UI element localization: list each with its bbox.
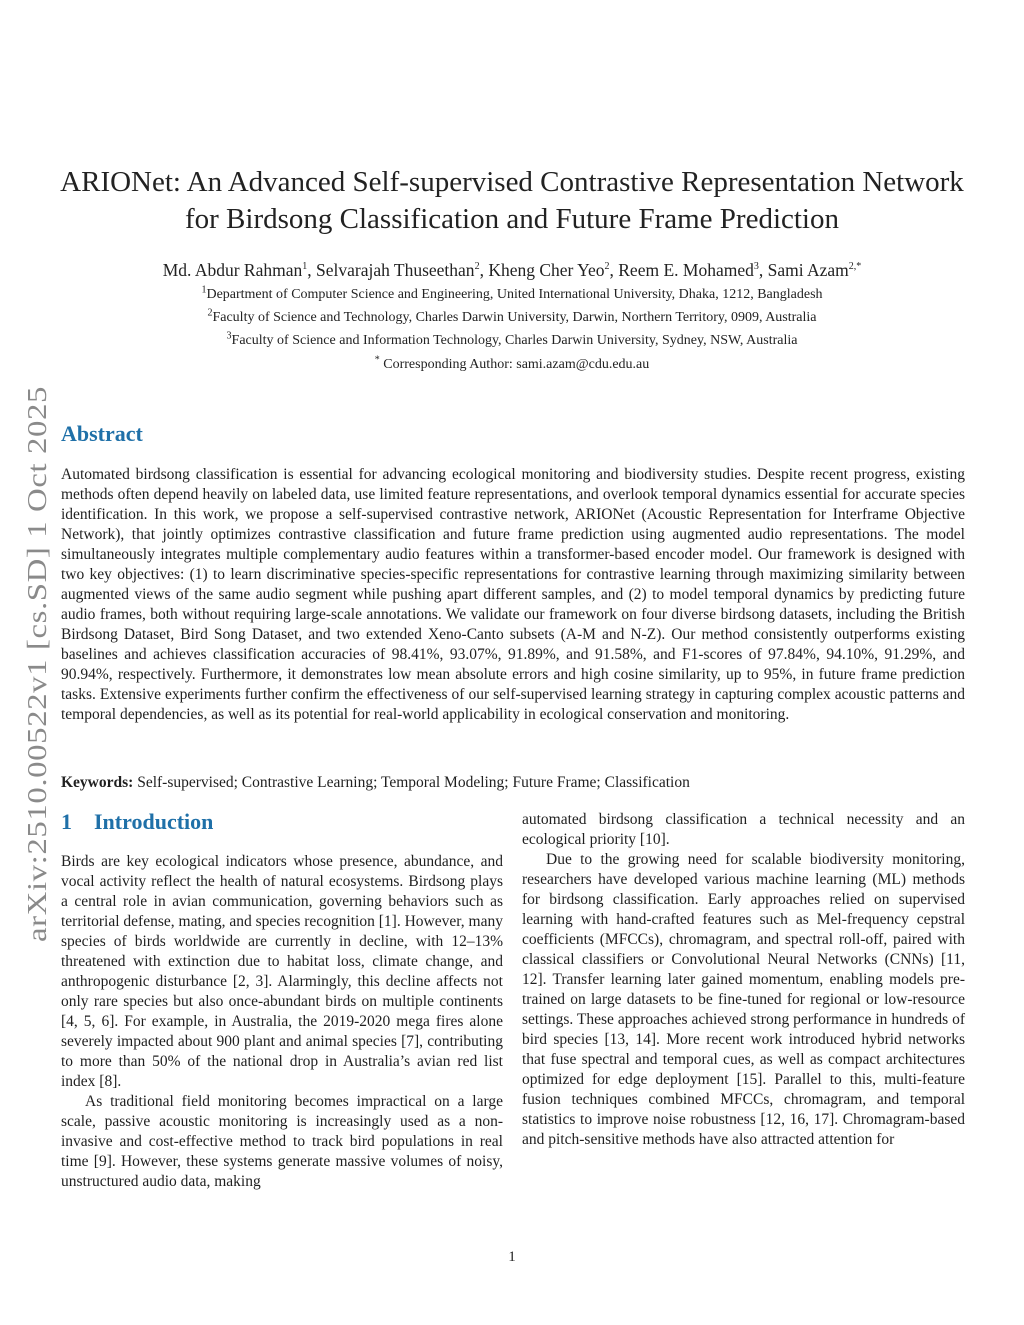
paragraph: automated birdsong classification a technical necessity and an ecological priority [10]. [522, 811, 965, 848]
arxiv-stamp-text: arXiv:2510.00522v1 [cs.SD] 1 Oct 2025 [22, 484, 52, 942]
affiliation-1: $^1$Department of Computer Science and Engineering, United International University, Dhaka, 1212, Bangladesh [201, 284, 823, 302]
affiliation-2: $^2$Faculty of Science and Technology, Charles Darwin University, Darwin, Northern Territory, 0909, Australia [207, 307, 817, 325]
section-title: Introduction [94, 809, 214, 834]
intro-right-column [522, 810, 965, 1150]
title-line-2: for Birdsong Classification and Future Frame Prediction [184, 203, 839, 235]
affiliation-3: $^3$Faculty of Science and Information Technology, Charles Darwin University, Sydney, NSW, Australia [226, 330, 798, 348]
section-number: 1 [61, 809, 72, 834]
intro-left-column [61, 852, 503, 1192]
arxiv-stamp [10, 382, 58, 946]
paragraph: Birds are key ecological indicators whose presence, abundance, and vocal activity reflect the health of natural ecosystems. Birdsong plays a central role in avian communication, governing behaviors such as territorial defense, mating, and species recognition [1]. However, many species of birds worldwide are currently in decline, with 12–13% threatened with extinction due to habitat loss, climate change, and anthropogenic disturbance [2, 3]. Alarmingly, this decline affects not only rare species but also once-abundant birds on multiple continents [4, 5, 6]. For example, in Australia, the 2019-2020 mega fires alone severely impacted about 900 plant and animal species [7], contributing to more than 50% of the national drop in Australia’s avian red list index [8]. [61, 853, 503, 1090]
paragraph: As traditional field monitoring becomes impractical on a large scale, passive acoustic monitoring is increasingly used as a non-invasive and cost-effective method to track bird populations in real time [9]. However, these systems generate massive volumes of noisy, unstructured audio data, making [61, 1093, 503, 1190]
author: Sami Azam$^{2,*}$ [767, 260, 862, 280]
author: Kheng Cher Yeo$^2$ [488, 260, 610, 280]
author: Md. Abdur Rahman$^1$ [162, 260, 308, 280]
keywords-list: Self-supervised; Contrastive Learning; Temporal Modeling; Future Frame; Classification [137, 774, 690, 791]
keywords [61, 773, 965, 793]
abstract-text: Automated birdsong classification is essential for advancing ecological monitoring and biodiversity studies. Despite recent progress, existing methods often depend heavily on labeled data, use limited feature representations, and overlook temporal dynamics essential for accurate species identification. In this work, we propose a self-supervised contrastive network, ARIONet (Acoustic Representation for Interframe Objective Network), that jointly optimizes contrastive classification and future frame prediction using augmented audio representations. The model simultaneously integrates multiple complementary audio features within a transformer-based encoder model. Our framework is designed with two key objectives: (1) to learn discriminative species-specific representations for contrastive learning through maximizing similarity between augmented views of the same audio segment while pushing apart different samples, and (2) to model temporal dynamics by predicting future audio frames, both without requiring large-scale annotations. We validate our framework on four diverse birdsong datasets, including the British Birdsong Dataset, Bird Song Dataset, and two extended Xeno-Canto subsets (A-M and N-Z). Our method consistently outperforms existing baselines and achieves classification accuracies of 98.41%, 93.07%, 91.89%, and 91.58%, and F1-scores of 97.84%, 94.10%, 91.29%, and 90.94%, respectively. Furthermore, it demonstrates low mean absolute errors and high cosine similarity, up to 95%, in future frame prediction tasks. Extensive experiments further confirm the effectiveness of our self-supervised learning strategy in capturing complex acoustic patterns and temporal dependencies, as well as its potential for real-world applicability in ecological conservation and monitoring. [61, 466, 965, 723]
abstract-heading: Abstract [61, 421, 143, 446]
introduction-heading [61, 808, 213, 836]
page-number: 1 [508, 1249, 516, 1265]
paragraph: Due to the growing need for scalable biodiversity monitoring, researchers have developed various machine learning (ML) methods for birdsong classification. Early approaches relied on supervised learning with hand-crafted features such as Mel-frequency cepstral coefficients (MFCCs), chromagram, and spectral roll-off, paired with classical classifiers or Convolutional Neural Networks (CNNs) [11, 12]. Transfer learning later gained momentum, enabling models pre-trained on large datasets to be fine-tuned for regional or low-resource settings. These approaches achieved strong performance in hundreds of bird species [13, 14]. More recent work introduced hybrid networks that fuse spectral and temporal cues, as well as compact architectures optimized for edge deployment [15]. Parallel to this, multi-feature fusion techniques combined MFCCs, chromagram, and temporal statistics to improve noise robustness [12, 16, 17]. Chromagram-based and pitch-sensitive methods have also attracted attention for [522, 851, 965, 1148]
keywords-label: Keywords: [61, 774, 134, 791]
author: Reem E. Mohamed$^3$ [618, 260, 759, 280]
author: Selvarajah Thuseethan$^2$ [315, 260, 480, 280]
title-line-1: ARIONet: An Advanced Self-supervised Contrastive Representation Network [60, 166, 964, 198]
corresponding-author: * Corresponding Author: sami.azam@cdu.edu.au [374, 354, 650, 372]
paper-title [40, 164, 984, 238]
author-list: Md. Abdur Rahman$^1$, Selvarajah Thuseethan$^2$, Kheng Cher Yeo$^2$, Reem E. Mohamed$^3$, Sami Azam$^{2,*}$ [162, 260, 862, 280]
